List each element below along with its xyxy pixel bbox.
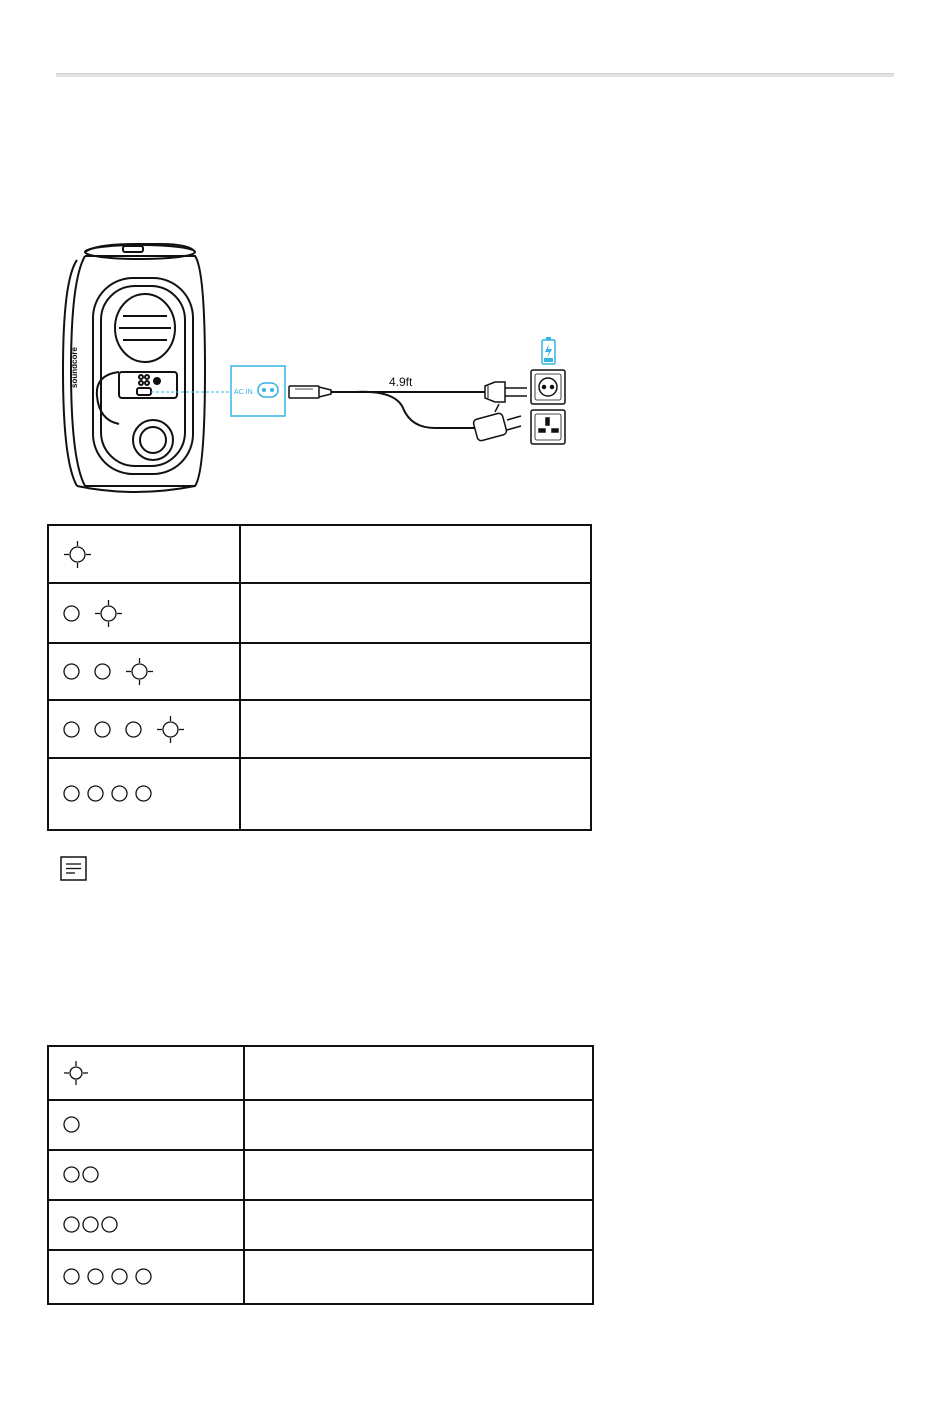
- table-row: [48, 1250, 593, 1304]
- cable-length: 4.9ft: [389, 375, 413, 389]
- table-row: [48, 1200, 593, 1250]
- led-blinking-icon: [125, 657, 154, 686]
- description-cell: [244, 1046, 593, 1100]
- led-solid-icon: [135, 785, 152, 802]
- table-row: [48, 758, 591, 830]
- brand-label: soundcore: [70, 347, 79, 388]
- table-row: [48, 583, 591, 643]
- led-solid-icon: [135, 1268, 152, 1285]
- led-solid-icon: [94, 663, 111, 680]
- led-solid-icon: [87, 785, 104, 802]
- battery-level-table: [47, 1045, 594, 1305]
- led-indicator-cell: [48, 1100, 244, 1150]
- description-cell: [244, 1250, 593, 1304]
- led-solid-icon: [111, 785, 128, 802]
- led-solid-icon: [87, 1268, 104, 1285]
- led-indicator-cell: [48, 643, 240, 700]
- ac-in-label: AC IN: [234, 389, 253, 396]
- charging-status-table: [47, 524, 592, 831]
- table-row: [48, 700, 591, 758]
- led-solid-icon: [63, 721, 80, 738]
- eu-plug-icon: [485, 382, 527, 402]
- header-rule: [56, 73, 894, 77]
- led-indicator-cell: [48, 525, 240, 583]
- description-cell: [240, 700, 591, 758]
- battery-charging-icon: [542, 337, 555, 364]
- led-solid-icon: [63, 785, 80, 802]
- led-solid-icon: [101, 1216, 118, 1233]
- cable-plug-icon: [289, 386, 331, 398]
- eu-socket-icon: [531, 370, 565, 404]
- uk-socket-icon: [531, 410, 565, 444]
- led-solid-icon: [63, 1216, 80, 1233]
- table-row: [48, 1046, 593, 1100]
- led-indicator-cell: [48, 1046, 244, 1100]
- led-solid-icon: [63, 1116, 80, 1133]
- led-solid-icon: [82, 1166, 99, 1183]
- description-cell: [244, 1150, 593, 1200]
- note-icon: [60, 856, 87, 881]
- description-cell: [240, 583, 591, 643]
- led-solid-icon: [111, 1268, 128, 1285]
- uk-plug-icon: [473, 404, 521, 442]
- led-solid-icon: [82, 1216, 99, 1233]
- led-indicator-cell: [48, 700, 240, 758]
- table-row: [48, 643, 591, 700]
- led-blinking-icon: [63, 540, 92, 569]
- led-solid-icon: [63, 1166, 80, 1183]
- led-indicator-cell: [48, 1150, 244, 1200]
- table-row: [48, 525, 591, 583]
- led-solid-icon: [63, 1268, 80, 1285]
- charging-illustration: [55, 240, 600, 500]
- speaker-illustration: [63, 244, 205, 492]
- led-solid-icon: [125, 721, 142, 738]
- led-solid-icon: [63, 605, 80, 622]
- description-cell: [240, 643, 591, 700]
- cable-lower: [355, 392, 475, 428]
- led-blinking-icon: [63, 1060, 89, 1086]
- led-blinking-icon: [156, 715, 185, 744]
- led-indicator-cell: [48, 1250, 244, 1304]
- led-indicator-cell: [48, 1200, 244, 1250]
- table-row: [48, 1150, 593, 1200]
- led-blinking-icon: [94, 599, 123, 628]
- table-row: [48, 1100, 593, 1150]
- description-cell: [240, 758, 591, 830]
- led-solid-icon: [63, 663, 80, 680]
- led-indicator-cell: [48, 758, 240, 830]
- led-solid-icon: [94, 721, 111, 738]
- description-cell: [244, 1200, 593, 1250]
- description-cell: [240, 525, 591, 583]
- description-cell: [244, 1100, 593, 1150]
- led-indicator-cell: [48, 583, 240, 643]
